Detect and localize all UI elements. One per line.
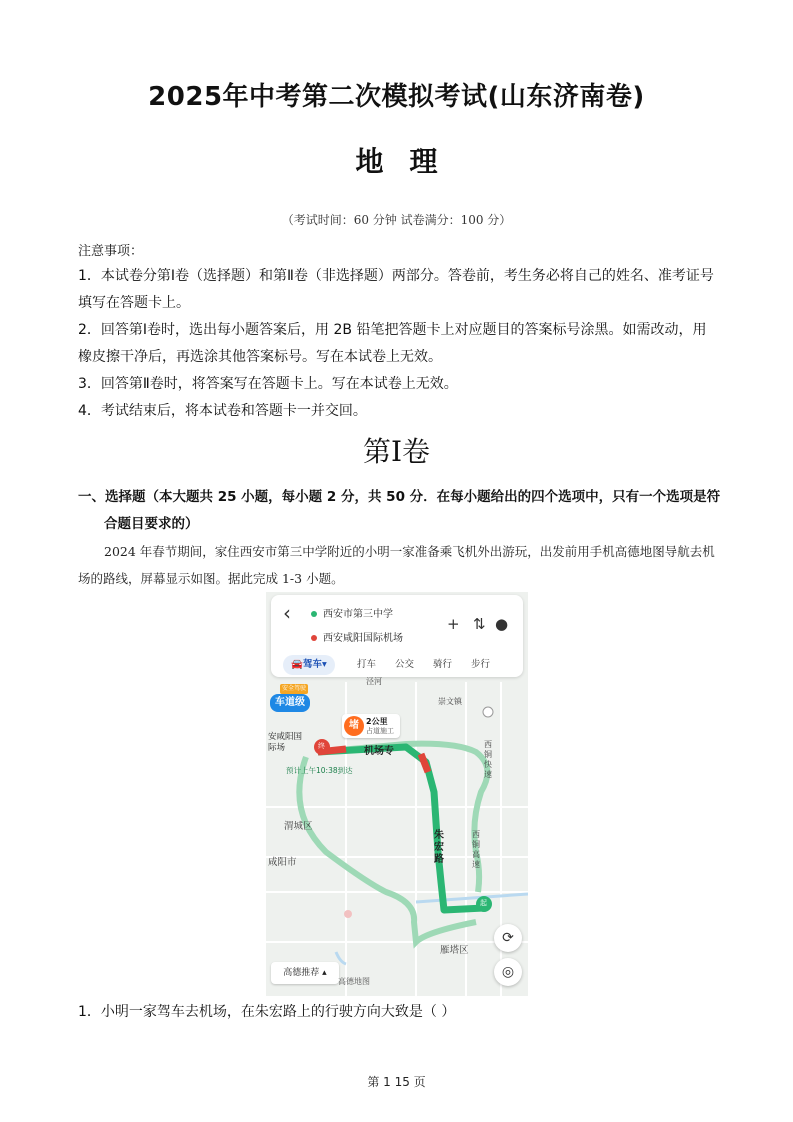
section-line-1: 一、选择题（本大题共 25 小题，每小题 2 分，共 50 分．在每小题给出的四个选项中，只有一个选项是符 xyxy=(78,489,721,505)
note-3: 3．回答第Ⅱ卷时，将答案写在答题卡上。写在本试卷上无效。 xyxy=(78,376,458,392)
swap-icon[interactable]: ⇅ xyxy=(473,615,486,633)
airport-label: 安咸阳国际场 xyxy=(268,732,303,753)
question-intro: 2024 年春节期间，家住西安市第三中学附近的小明一家准备乘飞机外出游玩，出发前用手机高德地图导航去机场的路线，屏幕显示如图。据此完成 1-3 小题。 xyxy=(78,544,715,586)
origin-field[interactable] xyxy=(311,605,393,620)
destination-label: 西安咸阳国际机场 xyxy=(323,633,403,644)
note-1: 1．本试卷分第Ⅰ卷（选择题）和第Ⅱ卷（非选择题）两部分。答卷前，考生务必将自己的姓名、准考证号填写在答题卡上。 xyxy=(78,268,714,311)
main-road-label: 朱宏路 xyxy=(434,830,444,865)
refresh-icon[interactable]: ⟳ xyxy=(494,924,522,952)
lane-level-badge[interactable] xyxy=(270,684,310,718)
back-icon[interactable]: ‹ xyxy=(283,601,291,625)
destination-field[interactable] xyxy=(311,629,403,644)
microphone-icon[interactable]: ● xyxy=(495,615,509,633)
town-label-wenjing: 崇文镇 xyxy=(438,697,462,706)
district-label-weicheng: 渭城区 xyxy=(284,821,313,832)
exam-title: 2025年中考第二次模拟考试(山东济南卷) xyxy=(148,82,645,112)
district-label-yanta: 雁塔区 xyxy=(440,945,469,956)
origin-dot-icon xyxy=(311,611,317,617)
east-road-label: 西铜快速 xyxy=(484,740,492,779)
origin-label: 西安市第三中学 xyxy=(323,609,393,620)
locate-icon[interactable]: ◎ xyxy=(494,958,522,986)
tab-drive-label: 驾车 xyxy=(303,659,323,670)
note-2: 2．回答第Ⅰ卷时，选出每小题答案后，用 2B 铅笔把答题卡上对应题目的答案标号涂黑。如需改动，用橡皮擦干净后，再选涂其他答案标号。写在本试卷上无效。 xyxy=(78,322,707,365)
badge-text: 车道级 xyxy=(270,694,310,712)
traffic-jam-callout[interactable] xyxy=(342,714,400,738)
tab-bus[interactable]: 公交 xyxy=(395,659,415,670)
end-marker: 终 xyxy=(318,742,325,750)
subject-title: 地理 xyxy=(355,145,464,178)
section-heading xyxy=(78,484,722,538)
travel-mode-tabs xyxy=(279,655,519,675)
airport-road-label: 机场专 xyxy=(364,746,394,757)
town-label-jingwei: 泾河 xyxy=(366,677,382,686)
destination-dot-icon xyxy=(311,635,317,641)
recommend-button[interactable]: 高德推荐 ▴ xyxy=(271,962,339,984)
question-1: 1．小明一家驾车去机场，在朱宏路上的行驶方向大致是（ ） xyxy=(78,1004,456,1020)
north-road-label: 西铜高速 xyxy=(472,830,480,869)
tab-bike[interactable]: 骑行 xyxy=(433,659,453,670)
map-logo: 高德地图 xyxy=(338,977,370,986)
exam-meta: （考试时间：60 分钟 试卷满分：100 分） xyxy=(281,213,512,227)
tab-taxi[interactable]: 打车 xyxy=(357,659,377,670)
part-heading: 第Ⅰ卷 xyxy=(362,435,431,468)
jam-icon: 堵 xyxy=(344,716,364,736)
car-icon: 🚘 xyxy=(291,659,304,670)
navigation-map-screenshot xyxy=(266,592,528,996)
section-line-2: 合题目要求的） xyxy=(104,516,199,532)
start-marker: 起 xyxy=(480,899,487,907)
tab-drive[interactable]: 🚘驾车▾ xyxy=(283,655,335,675)
tab-walk[interactable]: 步行 xyxy=(471,659,491,670)
badge-title: 安全驾驶 xyxy=(281,685,306,692)
recommend-label: 高德推荐 xyxy=(283,968,320,978)
district-label-xianyang: 咸阳市 xyxy=(268,857,297,868)
route-panel xyxy=(271,595,523,677)
note-4: 4．考试结束后，将本试卷和答题卡一并交回。 xyxy=(78,403,367,419)
eta-label: 预计上午10:38到达 xyxy=(286,766,353,775)
page-footer: 第 1 15 页 xyxy=(367,1075,426,1089)
jam-description: 占道施工 xyxy=(366,727,394,735)
notes-title: 注意事项： xyxy=(78,244,144,259)
jam-distance: 2公里 xyxy=(366,717,388,726)
add-waypoint-icon[interactable]: + xyxy=(447,615,460,633)
